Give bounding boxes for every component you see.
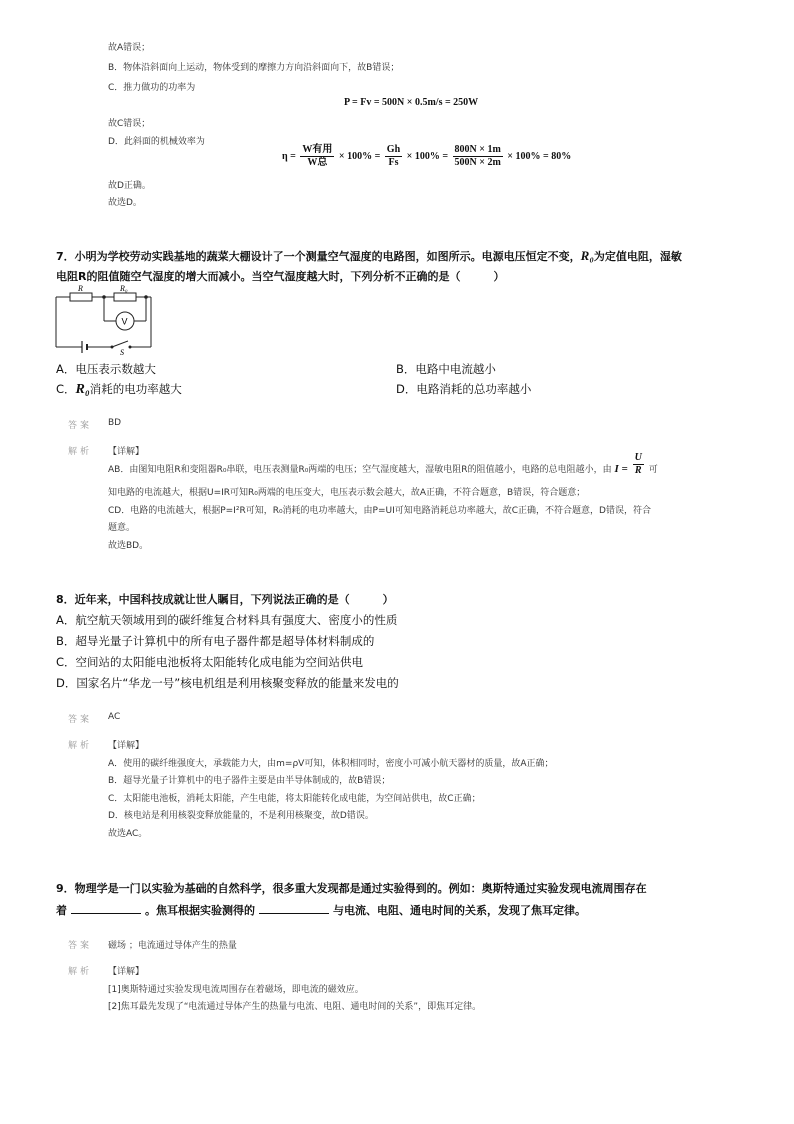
- q9-stem-2a: 着: [56, 904, 67, 917]
- w-useful: W有用: [302, 144, 333, 155]
- q8-explanation-label: 解析: [68, 741, 93, 751]
- q7-exp-1-text: AB．由图知电阻R和变阻器R₀串联，电压表测量R₀两端的电压；空气湿度越大，湿敏电阻R的阻值越小，电路的总电阻越小，由: [108, 465, 612, 475]
- q9-explanation-line-2: [2]焦耳最先发现了“电流通过导体产生的热量与电流、电阻、通电时间的关系”，即焦耳定律。: [108, 1002, 482, 1012]
- label-r: R: [78, 284, 83, 293]
- resistor-r: [70, 293, 92, 301]
- q9-explanation-line-1: [1]奥斯特通过实验发现电流周围存在着磁场，即电流的磁效应。: [108, 985, 364, 995]
- ohm-law-u: U: [634, 452, 642, 463]
- q7-exp-1-tail: 可: [648, 465, 658, 475]
- label-v: V: [121, 316, 128, 327]
- q7-stem-text: 7．小明为学校劳动实践基地的蔬菜大棚设计了一个测量空气湿度的电路图，如图所示。电源电压恒定不变，: [56, 250, 581, 263]
- q9-stem-line-1: 9．物理学是一门以实验为基础的自然科学，很多重大发现都是通过实验得到的。例如：奥斯特通过实验发现电流周围存在: [56, 882, 647, 895]
- q8-explanation-line-5: 故选AC。: [108, 829, 148, 839]
- q9-answer: 磁场 ；电流通过导体产生的热量: [108, 941, 237, 951]
- q9-explanation-label: 解析: [68, 967, 93, 977]
- power-equation: P = Fv = 500N × 0.5m/s = 250W: [344, 97, 479, 108]
- efficiency-result: × 100% = 80%: [507, 150, 572, 162]
- work-useful-value: 800N × 1m: [454, 144, 501, 155]
- label-s: S: [120, 348, 124, 355]
- prev-line-4: 故C错误；: [108, 119, 151, 129]
- q7-r0-symbol: R₀: [580, 248, 594, 263]
- q9-detail-heading: 【详解】: [108, 967, 145, 977]
- times-2: × 100% =: [406, 150, 449, 162]
- q7-explanation-line-4: 题意。: [108, 523, 136, 533]
- q7-explanation-label: 解析: [68, 447, 93, 457]
- q9-stem-2c: 与电流、电阻、通电时间的关系，发现了焦耳定律。: [333, 904, 586, 917]
- q8-detail-heading: 【详解】: [108, 741, 145, 751]
- q7-option-c-r0: R₀: [75, 382, 90, 397]
- q8-option-a: A．航空航天领域用到的碳纤维复合材料具有强度大、密度小的性质: [56, 613, 398, 627]
- q8-explanation-line-3: C．太阳能电池板，消耗太阳能，产生电能，将太阳能转化成电能，为空间站供电，故C正确；: [108, 794, 481, 804]
- q7-answer-label: 答案: [68, 421, 93, 431]
- resistor-r0: [114, 293, 136, 301]
- circuit-diagram: [54, 283, 164, 355]
- q7-option-c-letter: C．: [56, 382, 76, 396]
- q8-option-d: D．国家名片“华龙一号”核电机组是利用核聚变释放的能量来发电的: [56, 676, 399, 690]
- gh: Gh: [386, 144, 401, 155]
- q9-stem-line-2: [56, 902, 586, 918]
- q7-option-b: B．电路中电流越小: [396, 362, 496, 376]
- times-1: × 100% =: [338, 150, 381, 162]
- q8-answer: AC: [108, 712, 121, 722]
- q8-option-b: B．超导光量子计算机中的所有电子器件都是超导体材料制成的: [56, 634, 375, 648]
- prev-line-6: 故D正确。: [108, 181, 151, 191]
- q8-option-c: C．空间站的太阳能电池板将太阳能转化成电能为空间站供电: [56, 655, 364, 669]
- q8-answer-label: 答案: [68, 715, 93, 725]
- efficiency-equation: [282, 144, 571, 169]
- prev-line-3: C．推力做功的功率为: [108, 83, 196, 93]
- ohm-law-r: R: [634, 465, 642, 476]
- prev-line-5: D．此斜面的机械效率为: [108, 137, 205, 147]
- q9-stem-2b: 。焦耳根据实验测得的: [145, 904, 255, 917]
- q7-option-c: [56, 381, 182, 398]
- work-total-value: 500N × 2m: [454, 157, 501, 168]
- q7-option-c-text: 消耗的电功率越大: [89, 382, 182, 396]
- q7-stem-text-b: 为定值电阻，湿敏: [593, 250, 682, 263]
- q8-stem: 8．近年来，中国科技成就让世人瞩目，下列说法正确的是（ ）: [56, 593, 394, 606]
- q7-option-d: D．电路消耗的总功率越小: [396, 382, 532, 396]
- prev-line-2: B．物体沿斜面向上运动，物体受到的摩擦力方向沿斜面向下，故B错误；: [108, 63, 400, 73]
- q7-answer: BD: [108, 418, 122, 428]
- q8-explanation-line-1: A．使用的碳纤维强度大，承载能力大，由m=ρV可知，体积相同时，密度小可减小航天器材的质量，故A正确；: [108, 759, 554, 769]
- q7-explanation-line-5: 故选BD。: [108, 541, 149, 551]
- q8-explanation-line-4: D．核电站是利用核裂变释放能量的，不是利用核聚变，故D错误。: [108, 811, 374, 821]
- w-total: W总: [307, 157, 328, 168]
- ohm-law-i: I =: [614, 463, 628, 475]
- label-r0: R₀: [120, 284, 128, 293]
- prev-line-1: 故A错误；: [108, 43, 151, 53]
- q9-blank-1[interactable]: [71, 903, 141, 914]
- q7-detail-heading: 【详解】: [108, 447, 145, 457]
- prev-line-7: 故选D。: [108, 198, 142, 208]
- q7-explanation-line-2: 知电路的电流越大，根据U=IR可知R₀两端的电压变大，电压表示数会越大，故A正确，不符合题意，B错误，符合题意；: [108, 488, 586, 498]
- q7-stem-line-2: 电阻R的阻值随空气湿度的增大而减小。当空气湿度越大时，下列分析不正确的是（ ）: [56, 270, 505, 283]
- fs: Fs: [388, 157, 399, 168]
- q8-explanation-line-2: B．超导光量子计算机中的电子器件主要是由半导体制成的，故B错误；: [108, 776, 391, 786]
- q7-explanation-line-3: CD．电路的电流越大，根据P=I²R可知，R₀消耗的电功率越大，由P=UI可知电路消耗总功率越大，故C正确，不符合题意，D错误，符合: [108, 506, 651, 516]
- q7-option-a: A．电压表示数越大: [56, 362, 156, 376]
- q7-stem-line-1: [56, 248, 682, 264]
- q9-blank-2[interactable]: [259, 903, 329, 914]
- eta-symbol: η =: [282, 150, 296, 162]
- q9-answer-label: 答案: [68, 941, 93, 951]
